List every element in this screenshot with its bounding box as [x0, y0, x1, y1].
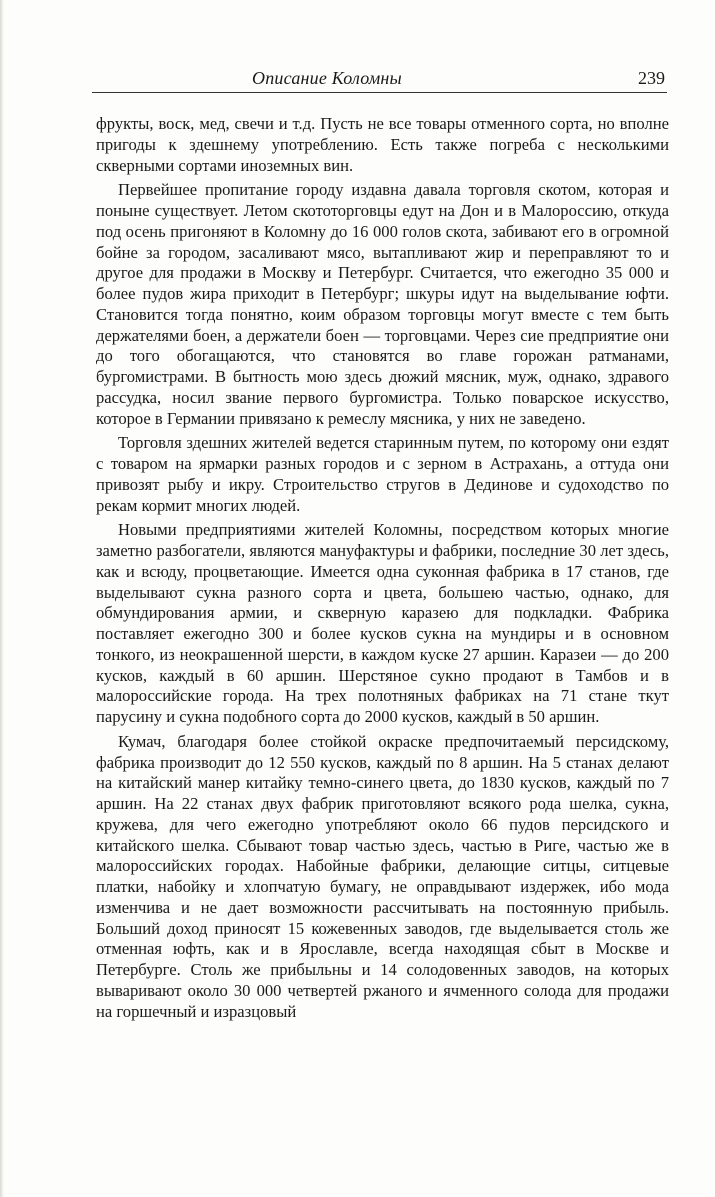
paragraph-5: Кумач, благодаря более стойкой окраске предпочитаемый персидскому, фабрика производит до 12 550 кусков, каждый по 8 аршин. На 5 станах делают на китайский манер китайку темно-синего цвета, до 1830 кусков, каждый по 7 аршин. На 22 станах двух фабрик приготовляют всякого рода шелка, сукна, кружева, для чего ежегодно употребляют около 66 пудов персидского и китайского шелка. Сбывают товар частью здесь, частью в Риге, частью же в малороссийских городах. Набойные фабрики, делающие ситцы, ситцевые платки, набойку и хлопчатую бумагу, не оправдывают издержек, ибо мода изменчива и не дает возможности рассчитывать на постоянную прибыль. Больший доход приносят 15 кожевенных заводов, где выделывается столь же отменная юфть, как и в Ярославле, всегда находящая сбыт в Москве и Петербурге. Столь же прибыльны и 14 солодовенных заводов, на которых вываривают около 30 000 четвертей ржаного и ячменного солода для продажи на горшечный и изразцовый — [96, 731, 669, 1021]
paragraph-2: Первейшее пропитание городу издавна давала торговля скотом, которая и поныне существует. Летом скототорговцы едут на Дон и в Малороссию, откуда под осень пригоняют в Коломну до 16 000 голов скота, забивают его в огромной бойне за городом, засаливают мясо, вытапливают жир и переправляют то и другое для продажи в Москву и Петербург. Считается, что ежегодно 35 000 и более пудов жира приходит в Петербург; шкуры идут на выделывание юфти. Становится тогда понятно, коим образом торговцы могут вместе с тем быть держателями боен, а держатели боен — торговцами. Через сие предприятие они до того обогащаются, что становятся во главе горожан ратманами, бургомистрами. В бытность мою здесь дюжий мясник, муж, однако, здравого рассудка, носил звание первого бургомистра. Только поварское искусство, которое в Германии привязано к ремеслу мясника, у них не заведено. — [96, 180, 669, 428]
paragraph-3: Торговля здешних жителей ведется старинным путем, по которому они ездят с товаром на ярмарки разных городов и с зерном в Астрахань, а оттуда они привозят рыбу и икру. Строительство стругов в Дединове и судоходство по рекам кормит многих людей. — [96, 433, 669, 515]
page-edge-shadow — [0, 0, 4, 1197]
paragraph-4: Новыми предприятиями жителей Коломны, посредством которых многие заметно разбогатели, являются мануфактуры и фабрики, последние 30 лет здесь, как и всюду, процветающие. Имеется одна суконная фабрика в 17 станов, где выделывают сукна разного сорта и цвета, большею частью, однако, для обмундирования армии, и скверную каразею для подкладки. Фабрика поставляет ежегодно 300 и более кусков сукна на мундиры и в основном тонкого, из неокрашенной шерсти, в каждом куске 27 аршин. Каразеи — до 200 кусков, каждый в 60 аршин. Шерстяное сукно продают в Тамбов и в малороссийские города. На трех полотняных фабриках на 71 стане ткут парусину и сукна подобного сорта до 2000 кусков, каждый в 50 аршин. — [96, 520, 669, 726]
running-title: Описание Коломны — [252, 68, 402, 88]
page-number: 239 — [638, 68, 665, 88]
paragraph-1: фрукты, воск, мед, свечи и т.д. Пусть не все товары отменного сорта, но вполне пригоды к здешнему употреблению. Есть также погреба с несколькими скверными сортами иноземных вин. — [96, 114, 669, 175]
body-text — [96, 114, 669, 1022]
page-header — [92, 64, 667, 93]
